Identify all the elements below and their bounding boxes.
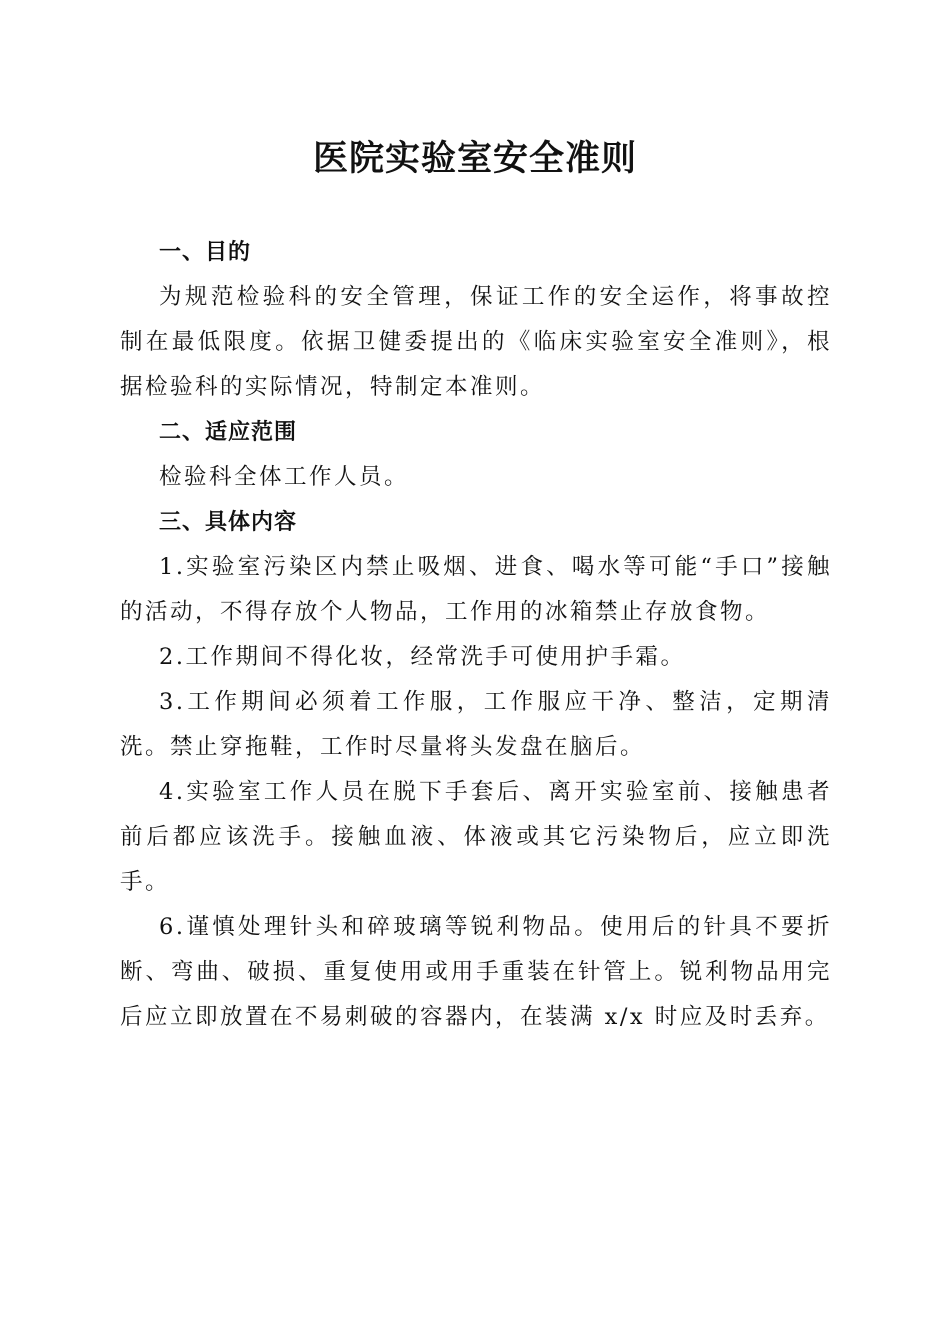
rule-item-4: 4.实验室工作人员在脱下手套后、离开实验室前、接触患者前后都应该洗手。接触血液、体液或其它污染物后，应立即洗手。 [120, 779, 832, 895]
paragraph-scope: 检验科全体工作人员。 [159, 464, 410, 490]
document-title: 医院实验室安全准则 [312, 138, 637, 179]
paragraph-purpose: 为规范检验科的安全管理，保证工作的安全运作，将事故控制在最低限度。依据卫健委提出的《临床实验室安全准则》，根据检验科的实际情况，特制定本准则。 [120, 284, 832, 400]
section-heading-purpose: 一、目的 [159, 240, 252, 265]
rule-item-2: 2.工作期间不得化妆，经常洗手可使用护手霜。 [159, 644, 686, 670]
section-purpose [120, 230, 832, 410]
section-scope [120, 410, 832, 500]
rule-item-1: 1.实验室污染区内禁止吸烟、进食、喝水等可能“手口”接触的活动，不得存放个人物品，工作用的冰箱禁止存放食物。 [120, 554, 832, 625]
section-details [120, 500, 832, 1040]
rule-item-6: 6.谨慎处理针头和碎玻璃等锐利物品。使用后的针具不要折断、弯曲、破损、重复使用或用手重装在针管上。锐利物品用完后应立即放置在不易刺破的容器内，在装满 x/x 时应及时丢弃。 [120, 914, 832, 1030]
section-heading-scope: 二、适应范围 [159, 420, 298, 445]
section-heading-details: 三、具体内容 [159, 510, 298, 535]
rule-item-3: 3.工作期间必须着工作服，工作服应干净、整洁，定期清洗。禁止穿拖鞋，工作时尽量将头发盘在脑后。 [120, 689, 832, 760]
document-body [120, 230, 832, 1040]
